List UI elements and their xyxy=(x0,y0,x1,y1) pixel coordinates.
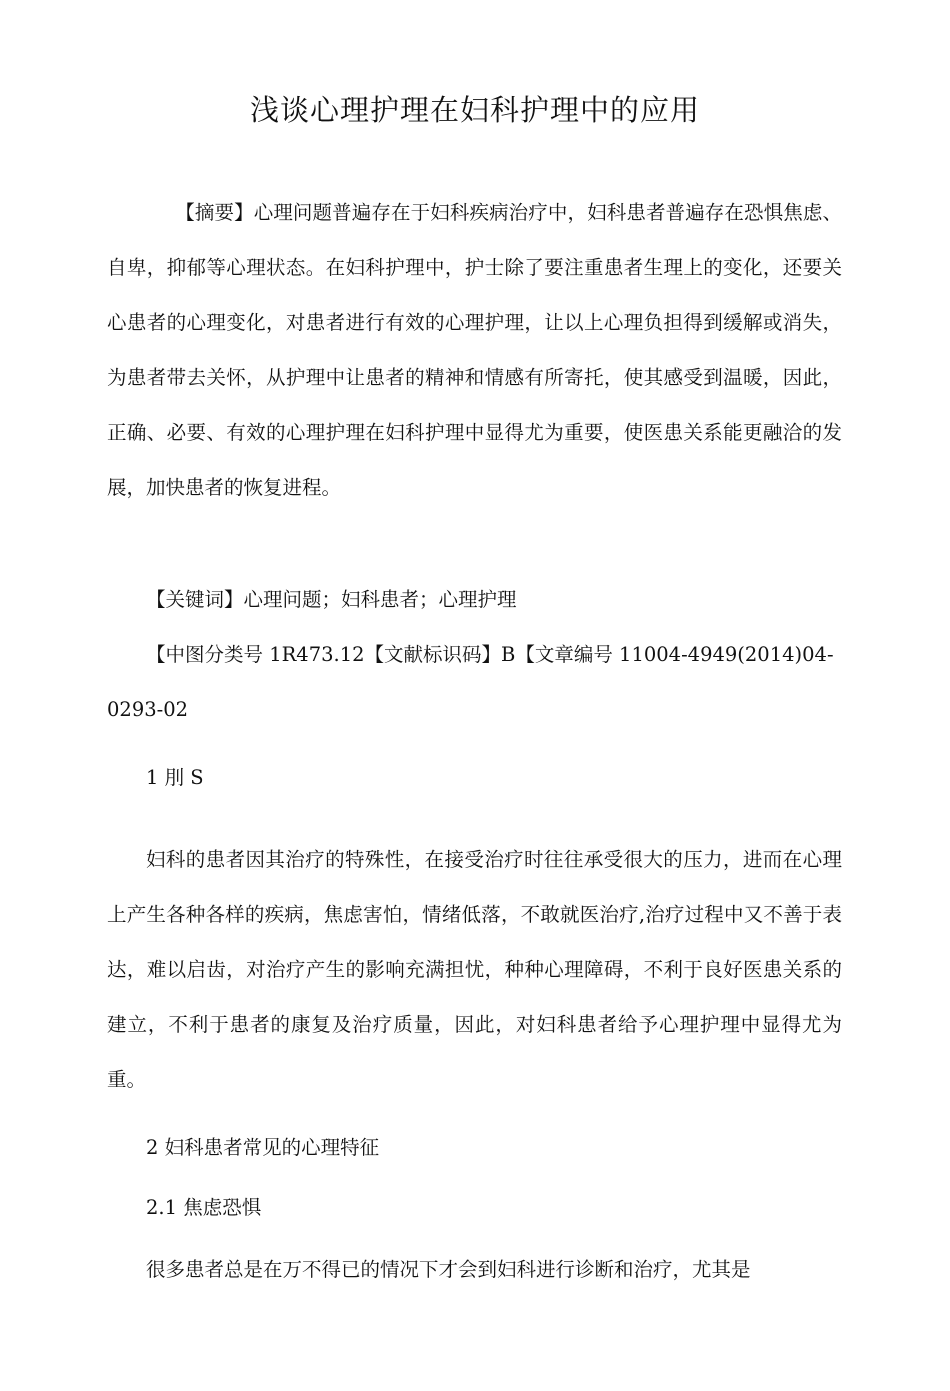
section-heading-1: 1 刖 S xyxy=(146,766,204,789)
keywords-line: 【关键词】心理问题；妇科患者；心理护理 xyxy=(146,588,517,611)
section-heading-2: 2 妇科患者常见的心理特征 xyxy=(146,1136,380,1159)
section-1-paragraph: 妇科的患者因其治疗的特殊性，在接受治疗时往往承受很大的压力，进而在心理上产生各种各样的疾病，焦虑害怕，情绪低落，不敢就医治疗,治疗过程中又不善于表达，难以启齿，对治疗产生的影响充满担忧，种种心理障碍，不利于良好医患关系的建立，不利于患者的康复及治疗质量，因此，对妇科患者给予心理护理中显得尤为重。 xyxy=(107,848,842,1091)
subsection-heading-2-1: 2.1 焦虑恐惧 xyxy=(146,1196,262,1219)
document-title: 浅谈心理护理在妇科护理中的应用 xyxy=(249,93,700,127)
abstract-paragraph: 【摘要】心理问题普遍存在于妇科疾病治疗中，妇科患者普遍存在恐惧焦虑、自卑，抑郁等心理状态。在妇科护理中，护士除了要注重患者生理上的变化，还要关心患者的心理变化，对患者进行有效的心理护理，让以上心理负担得到缓解或消失，为患者带去关怀，从护理中让患者的精神和情感有所寄托，使其感受到温暖，因此，正确、必要、有效的心理护理在妇科护理中显得尤为重要，使医患关系能更融洽的发展，加快患者的恢复进程。 xyxy=(107,201,842,499)
section-2-1-paragraph: 很多患者总是在万不得已的情况下才会到妇科进行诊断和治疗，尤其是 xyxy=(146,1258,751,1281)
classification-line: 【中图分类号 1R473.12【文献标识码】B【文章编号 11004-4949(2014)04-0293-02 xyxy=(107,643,834,721)
